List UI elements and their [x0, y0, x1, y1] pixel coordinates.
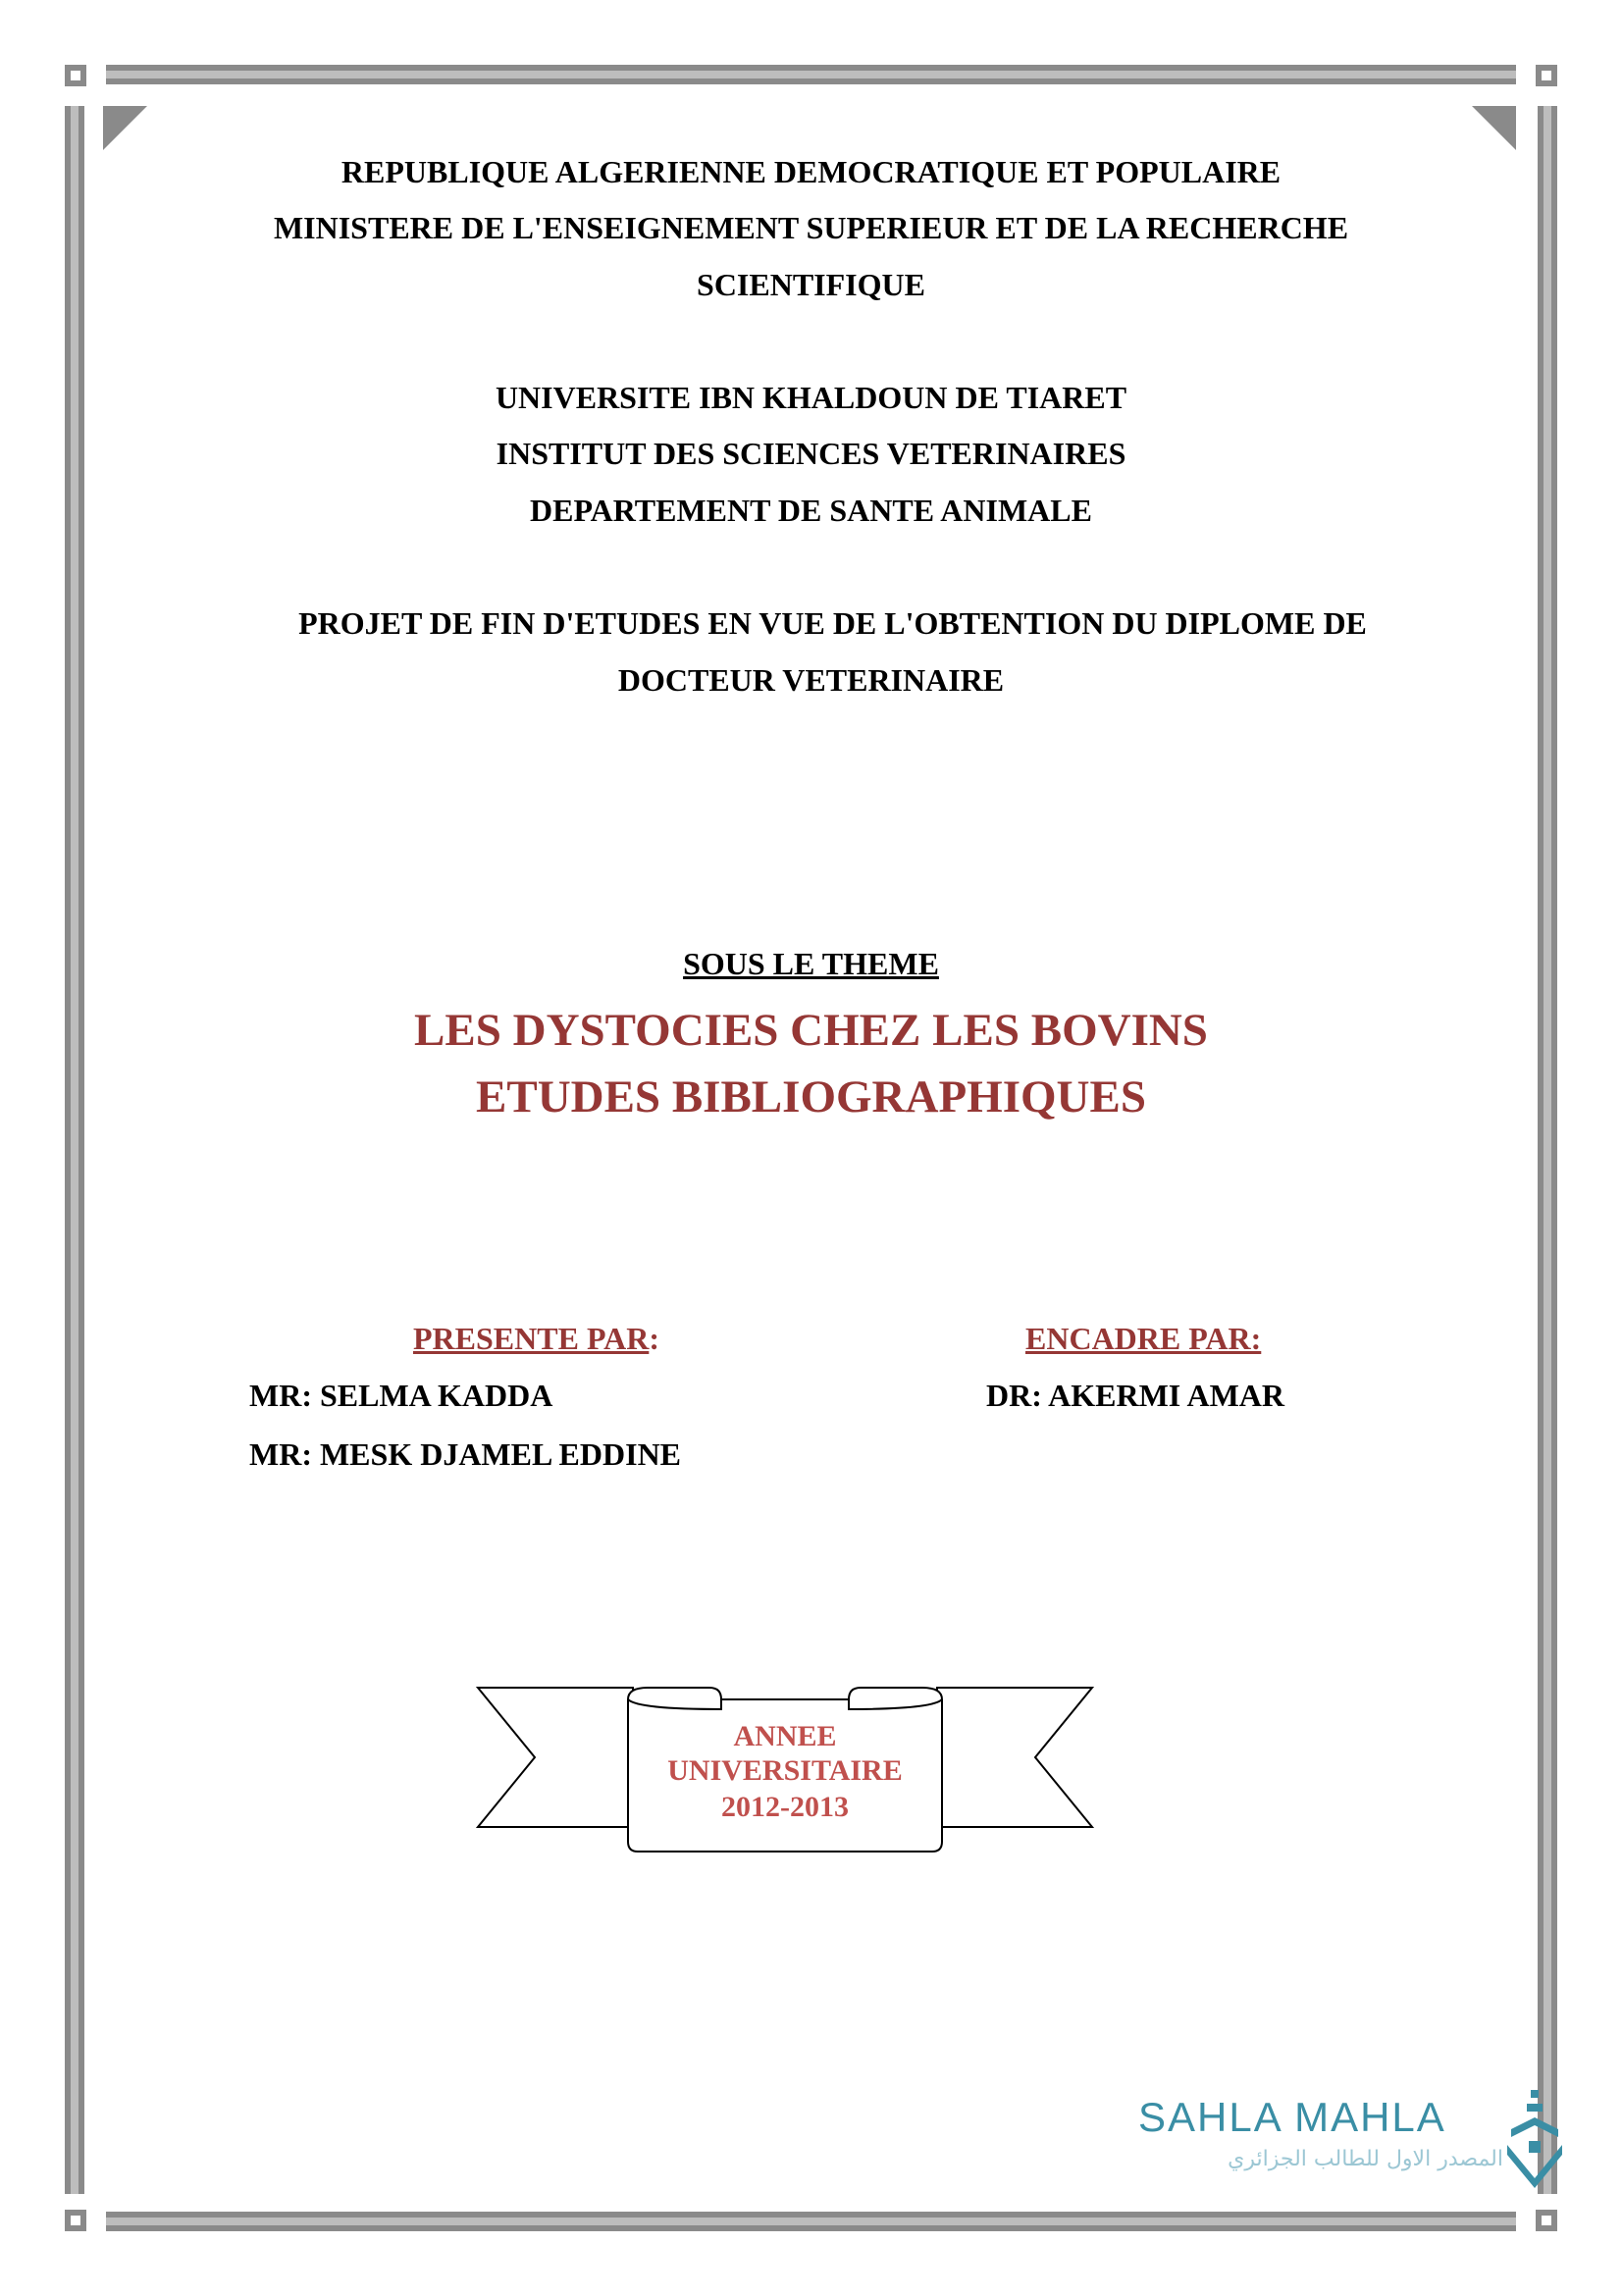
header-ministry: MINISTERE DE L'ENSEIGNEMENT SUPERIEUR ET DE LA RECHERCHE	[273, 210, 1349, 245]
presented-by-heading	[413, 1319, 659, 1358]
presented-by-colon: :	[649, 1321, 659, 1356]
project-degree: DOCTEUR VETERINAIRE	[617, 662, 1005, 698]
ribbon-year-label-cont: UNIVERSITAIRE	[667, 1754, 903, 1787]
presented-by-label: PRESENTE PAR	[413, 1321, 650, 1356]
sahla-mahla-logo	[1138, 2090, 1570, 2218]
institute-name: INSTITUT DES SCIENCES VETERINAIRES	[496, 436, 1126, 471]
academic-year-ribbon	[476, 1680, 1094, 1854]
header-republic: REPUBLIQUE ALGERIENNE DEMOCRATIQUE ET POPULAIRE	[340, 154, 1282, 189]
ribbon-year-value: 2012-2013	[721, 1791, 849, 1823]
ribbon-year-label: ANNEE	[733, 1720, 837, 1752]
theme-label: SOUS LE THEME	[683, 946, 939, 981]
logo-emblem-icon	[1501, 2090, 1570, 2198]
frame-corner-bottom-left	[65, 2210, 86, 2231]
supervisor-name: DR: AKERMI AMAR	[986, 1378, 1284, 1413]
frame-ornament-top-left	[103, 106, 147, 150]
student-name: MR: MESK DJAMEL EDDINE	[249, 1436, 682, 1472]
project-description: PROJET DE FIN D'ETUDES EN VUE DE L'OBTENTION DU DIPLOME DE	[298, 605, 1367, 641]
supervised-by-heading: ENCADRE PAR:	[1025, 1321, 1262, 1356]
logo-tagline: المصدر الاول للطالب الجزائري	[1228, 2147, 1503, 2171]
frame-corner-top-left	[65, 65, 86, 86]
frame-top	[106, 65, 1516, 84]
frame-corner-top-right	[1536, 65, 1557, 86]
thesis-subtitle: ETUDES BIBLIOGRAPHIQUES	[476, 1071, 1146, 1122]
frame-right	[1538, 106, 1557, 2194]
frame-left	[65, 106, 84, 2194]
thesis-title: LES DYSTOCIES CHEZ LES BOVINS	[414, 1005, 1208, 1056]
frame-ornament-top-right	[1472, 106, 1516, 150]
header-ministry-cont: SCIENTIFIQUE	[697, 267, 925, 302]
university-name: UNIVERSITE IBN KHALDOUN DE TIARET	[495, 380, 1127, 415]
department-name: DEPARTEMENT DE SANTE ANIMALE	[530, 493, 1092, 528]
logo-wordmark: SAHLA MAHLA	[1138, 2094, 1446, 2140]
student-name: MR: SELMA KADDA	[249, 1378, 553, 1413]
